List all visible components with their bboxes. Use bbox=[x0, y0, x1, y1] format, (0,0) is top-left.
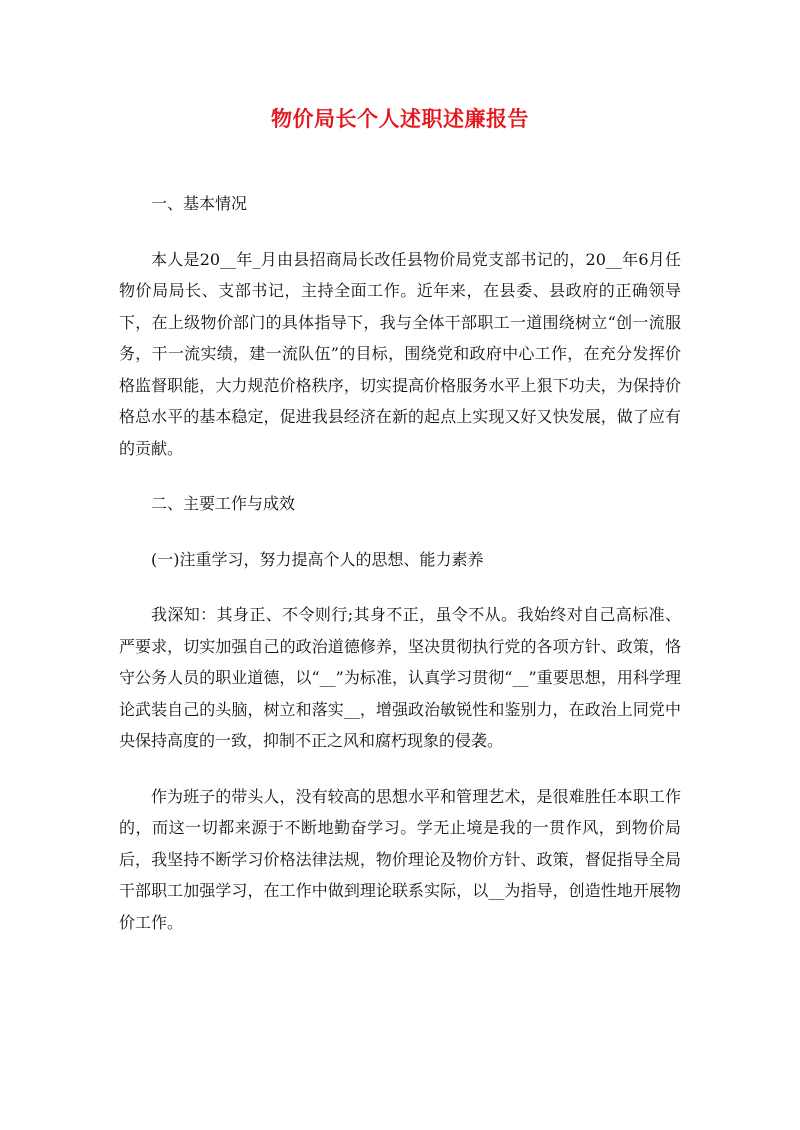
document-title: 物价局长个人述职述廉报告 bbox=[271, 106, 529, 131]
paragraph: 作为班子的带头人，没有较高的思想水平和管理艺术，是很难胜任本职工作的，而这一切都来源于不断地勤奋学习。学无止境是我的一贯作风，到物价局后，我坚持不断学习价格法律法规，物价理论及物价方针、政策，督促指导全局干部职工加强学习，在工作中做到理论联系实际，以__为指导，创造性地开展物价工作。 bbox=[119, 786, 681, 932]
paragraph: 我深知：其身正、不令则行;其身不正，虽令不从。我始终对自己高标准、严要求，切实加强自己的政治道德修养，坚决贯彻执行党的各项方针、政策，恪守公务人员的职业道德，以“__”为标准，认真学习贯彻“__”重要思想，用科学理论武装自己的头脑，树立和落实__，增强政治敏锐性和鉴别力，在政治上同党中央保持高度的一致，抑制不正之风和腐朽现象的侵袭。 bbox=[119, 605, 681, 750]
paragraph: 二、主要工作与成效 bbox=[151, 494, 296, 513]
document-body bbox=[119, 188, 681, 938]
paragraph: 一、基本情况 bbox=[151, 194, 248, 213]
paragraph: 本人是20__年_月由县招商局长改任县物价局党支部书记的，20__年6月任物价局局长、支部书记，主持全面工作。近年来，在县委、县政府的正确领导下，在上级物价部门的具体指导下，我与全体干部职工一道围绕树立“创一流服务，干一流实绩，建一流队伍”的目标，围绕党和政府中心工作，在充分发挥价格监督职能，大力规范价格秩序，切实提高价格服务水平上狠下功夫，为保持价格总水平的基本稳定，促进我县经济在新的起点上实现又好又快发展，做了应有的贡献。 bbox=[119, 249, 681, 458]
paragraph: (一)注重学习，努力提高个人的思想、能力素养 bbox=[151, 549, 484, 569]
